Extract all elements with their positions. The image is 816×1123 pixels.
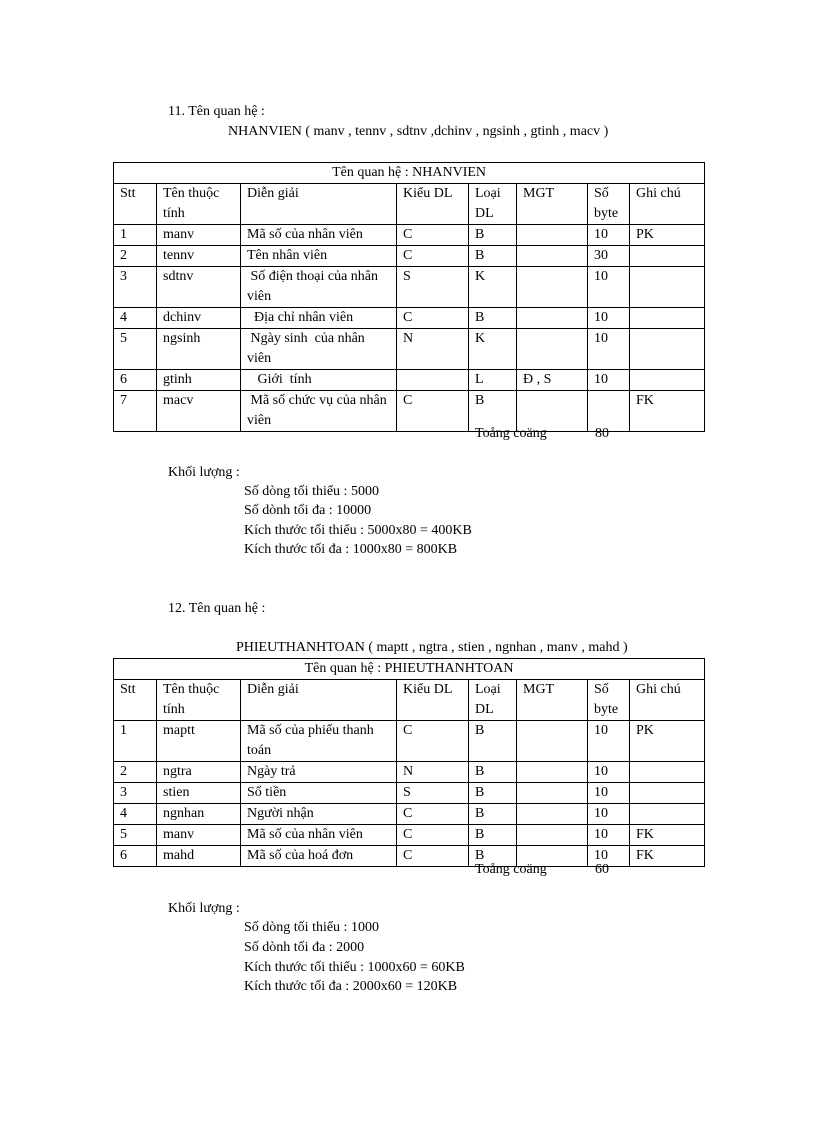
- table-cell: Số tiền: [241, 783, 397, 804]
- table-cell: [517, 225, 588, 246]
- table-body: [114, 721, 705, 867]
- table-cell: [517, 825, 588, 846]
- table-row: [114, 329, 705, 370]
- table-cell: [517, 804, 588, 825]
- relation-table-phieuthanhtoan: [113, 658, 705, 867]
- table-cell: C: [397, 846, 469, 867]
- table-cell: 7: [114, 391, 157, 432]
- table-cell: stien: [157, 783, 241, 804]
- table-cell: [517, 267, 588, 308]
- table-cell: dchinv: [157, 308, 241, 329]
- table-cell: 1: [114, 721, 157, 762]
- table-cell: [517, 762, 588, 783]
- volume-line: Số dòng tối thiểu : 1000: [244, 920, 379, 935]
- table-cell: [630, 308, 705, 329]
- table-header-row: [114, 184, 705, 225]
- table-row: [114, 370, 705, 391]
- table-cell: 10: [588, 825, 630, 846]
- table-cell: 10: [588, 267, 630, 308]
- table-cell: N: [397, 329, 469, 370]
- volume-line: Kích thước tối đa : 2000x60 = 120KB: [244, 979, 458, 994]
- table-cell: Tên nhân viên: [241, 246, 397, 267]
- relation-table-nhanvien: [113, 162, 705, 432]
- section-12-heading: 12. Tên quan hệ :: [168, 601, 266, 616]
- table-cell: 1: [114, 225, 157, 246]
- table-cell: C: [397, 246, 469, 267]
- volume-line: Số dòng tối thiểu : 5000: [244, 484, 379, 499]
- table-cell: [630, 370, 705, 391]
- table-cell: 10: [588, 370, 630, 391]
- table-cell: 10: [588, 225, 630, 246]
- table-cell: FK: [630, 391, 705, 432]
- table-cell: Mã số của phiếu thanh toán: [241, 721, 397, 762]
- column-header: Tên thuộc tính: [157, 680, 241, 721]
- table-cell: [397, 370, 469, 391]
- section-12-schema: PHIEUTHANHTOAN ( maptt , ngtra , stien , ngnhan , manv , mahd ): [236, 640, 628, 655]
- table-cell: 6: [114, 846, 157, 867]
- column-header: Diễn giải: [241, 680, 397, 721]
- table-cell: C: [397, 721, 469, 762]
- table-row: [114, 825, 705, 846]
- table-cell: B: [469, 804, 517, 825]
- table-cell: mahd: [157, 846, 241, 867]
- column-header: Ghi chú: [630, 184, 705, 225]
- table-cell: 6: [114, 370, 157, 391]
- table-cell: 10: [588, 804, 630, 825]
- table-cell: B: [469, 308, 517, 329]
- table-row: [114, 762, 705, 783]
- table-cell: 10: [588, 308, 630, 329]
- table-cell: S: [397, 267, 469, 308]
- table-cell: 3: [114, 783, 157, 804]
- table-cell: [630, 329, 705, 370]
- table-cell: C: [397, 391, 469, 432]
- table-row: [114, 225, 705, 246]
- section-11-heading: 11. Tên quan hệ :: [168, 104, 265, 119]
- table-cell: [630, 804, 705, 825]
- column-header: Stt: [114, 184, 157, 225]
- table-cell: gtinh: [157, 370, 241, 391]
- table-cell: 5: [114, 825, 157, 846]
- table-cell: S: [397, 783, 469, 804]
- table-cell: Giới tính: [241, 370, 397, 391]
- table-cell: 4: [114, 308, 157, 329]
- table-cell: Mã số của nhân viên: [241, 225, 397, 246]
- table-cell: [517, 329, 588, 370]
- table-row: [114, 783, 705, 804]
- table-cell: 2: [114, 246, 157, 267]
- table-cell: manv: [157, 225, 241, 246]
- table-cell: B: [469, 762, 517, 783]
- table-cell: ngtra: [157, 762, 241, 783]
- table-row: [114, 308, 705, 329]
- table-cell: [517, 721, 588, 762]
- volume-line: Kích thước tối đa : 1000x80 = 800KB: [244, 542, 458, 557]
- table-cell: 2: [114, 762, 157, 783]
- table-cell: B: [469, 846, 517, 867]
- volume-label: Khối lượng :: [168, 465, 240, 480]
- table-cell: ngsinh: [157, 329, 241, 370]
- table-row: [114, 804, 705, 825]
- column-header: MGT: [517, 680, 588, 721]
- table-body: [114, 225, 705, 432]
- table-cell: K: [469, 267, 517, 308]
- table-cell: C: [397, 825, 469, 846]
- total-label: Toång coäng: [475, 862, 547, 877]
- volume-label: Khối lượng :: [168, 901, 240, 916]
- column-header: Số byte: [588, 680, 630, 721]
- section-11-schema: NHANVIEN ( manv , tennv , sdtnv ,dchinv , ngsinh , gtinh , macv ): [228, 124, 609, 139]
- table-cell: PK: [630, 225, 705, 246]
- table-cell: B: [469, 721, 517, 762]
- table-cell: [630, 267, 705, 308]
- table-cell: C: [397, 804, 469, 825]
- column-header: Kiểu DL: [397, 184, 469, 225]
- table-cell: 10: [588, 329, 630, 370]
- column-header: MGT: [517, 184, 588, 225]
- table-row: [114, 267, 705, 308]
- table-cell: sdtnv: [157, 267, 241, 308]
- table-cell: 5: [114, 329, 157, 370]
- table-header-row: [114, 680, 705, 721]
- table-cell: K: [469, 329, 517, 370]
- table-cell: 30: [588, 246, 630, 267]
- column-header: Loại DL: [469, 680, 517, 721]
- table-cell: B: [469, 825, 517, 846]
- table-title: Tên quan hệ : NHANVIEN: [114, 163, 705, 184]
- table-cell: 10: [588, 762, 630, 783]
- table-cell: Người nhận: [241, 804, 397, 825]
- table-cell: ngnhan: [157, 804, 241, 825]
- table-cell: Địa chỉ nhân viên: [241, 308, 397, 329]
- table-cell: B: [469, 391, 517, 432]
- volume-line: Kích thước tối thiểu : 5000x80 = 400KB: [244, 523, 472, 538]
- table-cell: FK: [630, 825, 705, 846]
- column-header: Kiểu DL: [397, 680, 469, 721]
- column-header: Ghi chú: [630, 680, 705, 721]
- table-row: [114, 391, 705, 432]
- column-header: Stt: [114, 680, 157, 721]
- table-cell: L: [469, 370, 517, 391]
- column-header: Loại DL: [469, 184, 517, 225]
- total-value: 80: [595, 426, 609, 441]
- volume-line: Số dònh tối đa : 10000: [244, 503, 372, 518]
- table-cell: [630, 783, 705, 804]
- volume-line: Kích thước tối thiểu : 1000x60 = 60KB: [244, 960, 465, 975]
- table-cell: C: [397, 308, 469, 329]
- table-cell: Ngày trả: [241, 762, 397, 783]
- table-cell: 3: [114, 267, 157, 308]
- table-cell: macv: [157, 391, 241, 432]
- total-label: Toång coäng: [475, 426, 547, 441]
- table-cell: B: [469, 225, 517, 246]
- table-row: [114, 846, 705, 867]
- table-cell: maptt: [157, 721, 241, 762]
- table-cell: [517, 308, 588, 329]
- volume-line: Số dònh tối đa : 2000: [244, 940, 365, 955]
- column-header: Tên thuộc tính: [157, 184, 241, 225]
- table-cell: Mã số của nhân viên: [241, 825, 397, 846]
- table-cell: Mã số chức vụ của nhân viên: [241, 391, 397, 432]
- table-cell: Số điện thoại của nhân viên: [241, 267, 397, 308]
- table-cell: manv: [157, 825, 241, 846]
- table-cell: [630, 246, 705, 267]
- table-title: Tên quan hệ : PHIEUTHANHTOAN: [114, 659, 705, 680]
- table-cell: PK: [630, 721, 705, 762]
- table-cell: Mã số của hoá đơn: [241, 846, 397, 867]
- table-cell: FK: [630, 846, 705, 867]
- table-row: [114, 246, 705, 267]
- table-cell: [517, 246, 588, 267]
- column-header: Số byte: [588, 184, 630, 225]
- table-cell: Ngày sinh của nhân viên: [241, 329, 397, 370]
- table-cell: [517, 783, 588, 804]
- table-cell: 10: [588, 721, 630, 762]
- column-header: Diễn giải: [241, 184, 397, 225]
- table-cell: 10: [588, 783, 630, 804]
- table-cell: B: [469, 246, 517, 267]
- table-cell: B: [469, 783, 517, 804]
- table-cell: Đ , S: [517, 370, 588, 391]
- table-cell: 10: [588, 846, 630, 867]
- table-row: [114, 721, 705, 762]
- table-cell: tennv: [157, 246, 241, 267]
- table-cell: N: [397, 762, 469, 783]
- total-value: 60: [595, 862, 609, 877]
- table-cell: 4: [114, 804, 157, 825]
- table-cell: [630, 762, 705, 783]
- table-cell: C: [397, 225, 469, 246]
